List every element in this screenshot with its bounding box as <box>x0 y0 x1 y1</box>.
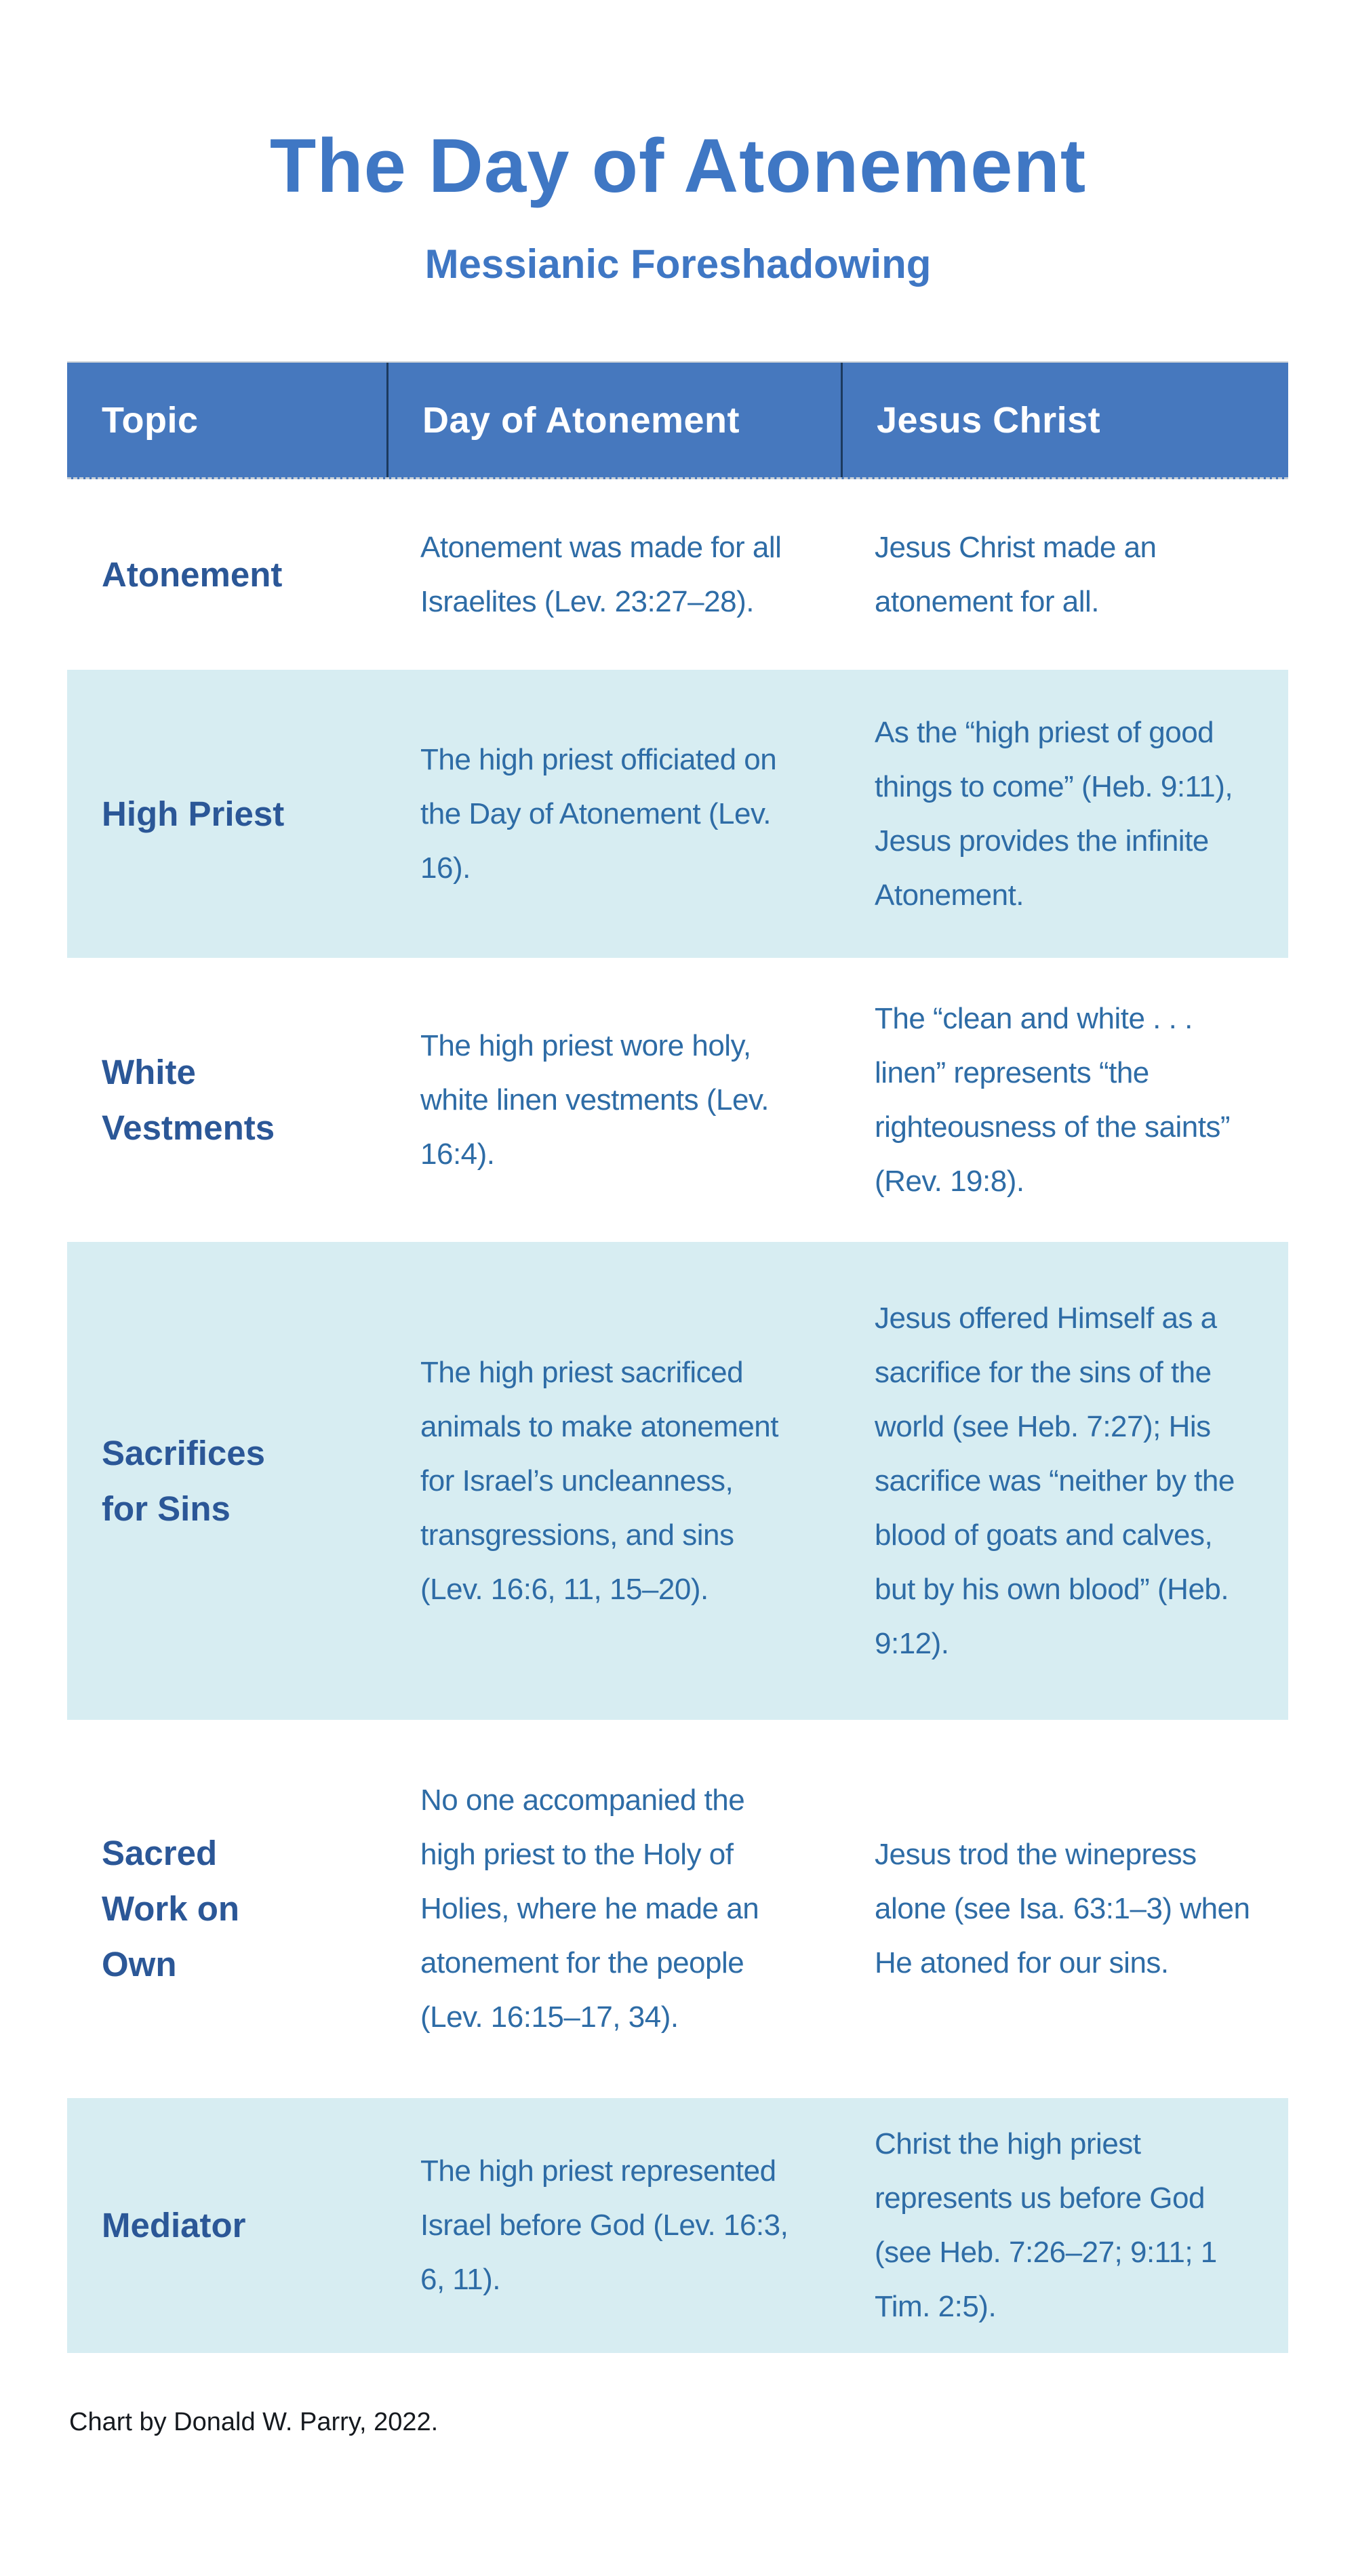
table-header-row <box>67 361 1288 479</box>
day-of-atonement-cell: No one accompanied the high priest to the Holy of Holies, where he made an atonement for the people (Lev. 16:15–17, 34). <box>420 1784 759 2034</box>
day-of-atonement-cell: The high priest sacrificed animals to make atonement for Israel’s uncleanness, transgressions, and sins (Lev. 16:6, 11, 15–20). <box>420 1355 779 1606</box>
table-row-sacred-work-on-own <box>67 1720 1288 2098</box>
table-row-high-priest <box>67 670 1288 958</box>
header-cell-jesus-christ <box>841 363 1288 477</box>
jesus-christ-cell: Jesus Christ made an atonement for all. <box>875 530 1157 618</box>
topic-cell: Sacred Work on Own <box>102 1834 240 1984</box>
day-of-atonement-cell: Atonement was made for all Israelites (Lev. 23:27–28). <box>420 530 782 618</box>
day-of-atonement-cell: The high priest wore holy, white linen vestments (Lev. 16:4). <box>420 1028 769 1171</box>
topic-cell: White Vestments <box>102 1052 275 1147</box>
header-day-of-atonement-label: Day of Atonement <box>422 399 740 441</box>
header-cell-topic <box>67 363 386 477</box>
table-row-white-vestments <box>67 958 1288 1242</box>
page-subtitle: Messianic Foreshadowing <box>424 241 932 287</box>
header-jesus-christ-label: Jesus Christ <box>877 399 1101 441</box>
page-title: The Day of Atonement <box>269 123 1087 208</box>
table-row-sacrifices-for-sins <box>67 1242 1288 1720</box>
jesus-christ-cell: Jesus offered Himself as a sacrifice for the sins of the world (see Heb. 7:27); His sacrifice was “neither by the blood of goats and calves, but by his own blood” (Heb. 9:12). <box>875 1301 1235 1660</box>
table-row-atonement <box>67 479 1288 670</box>
jesus-christ-cell: Christ the high priest represents us before God (see Heb. 7:26–27; 9:11; 1 Tim. 2:5). <box>875 2127 1217 2323</box>
jesus-christ-cell: As the “high priest of good things to come” (Heb. 9:11), Jesus provides the infinite Atonement. <box>875 715 1233 912</box>
topic-cell: High Priest <box>102 794 285 833</box>
header-cell-day-of-atonement <box>386 363 841 477</box>
topic-cell: Atonement <box>102 555 283 594</box>
topic-cell: Sacrifices for Sins <box>102 1433 266 1528</box>
jesus-christ-cell: The “clean and white . . . linen” represents “the righteousness of the saints” (Rev. 19:8). <box>875 1001 1231 1198</box>
day-of-atonement-cell: The high priest represented Israel before God (Lev. 16:3, 6, 11). <box>420 2154 789 2296</box>
header-topic-label: Topic <box>102 399 199 441</box>
day-of-atonement-cell: The high priest officiated on the Day of Atonement (Lev. 16). <box>420 742 777 885</box>
jesus-christ-cell: Jesus trod the winepress alone (see Isa. 63:1–3) when He atoned for our sins. <box>875 1838 1250 1979</box>
footer-credit: Chart by Donald W. Parry, 2022. <box>69 2408 439 2436</box>
comparison-table <box>67 361 1288 2353</box>
topic-cell: Mediator <box>102 2206 246 2245</box>
table-row-mediator <box>67 2098 1288 2353</box>
